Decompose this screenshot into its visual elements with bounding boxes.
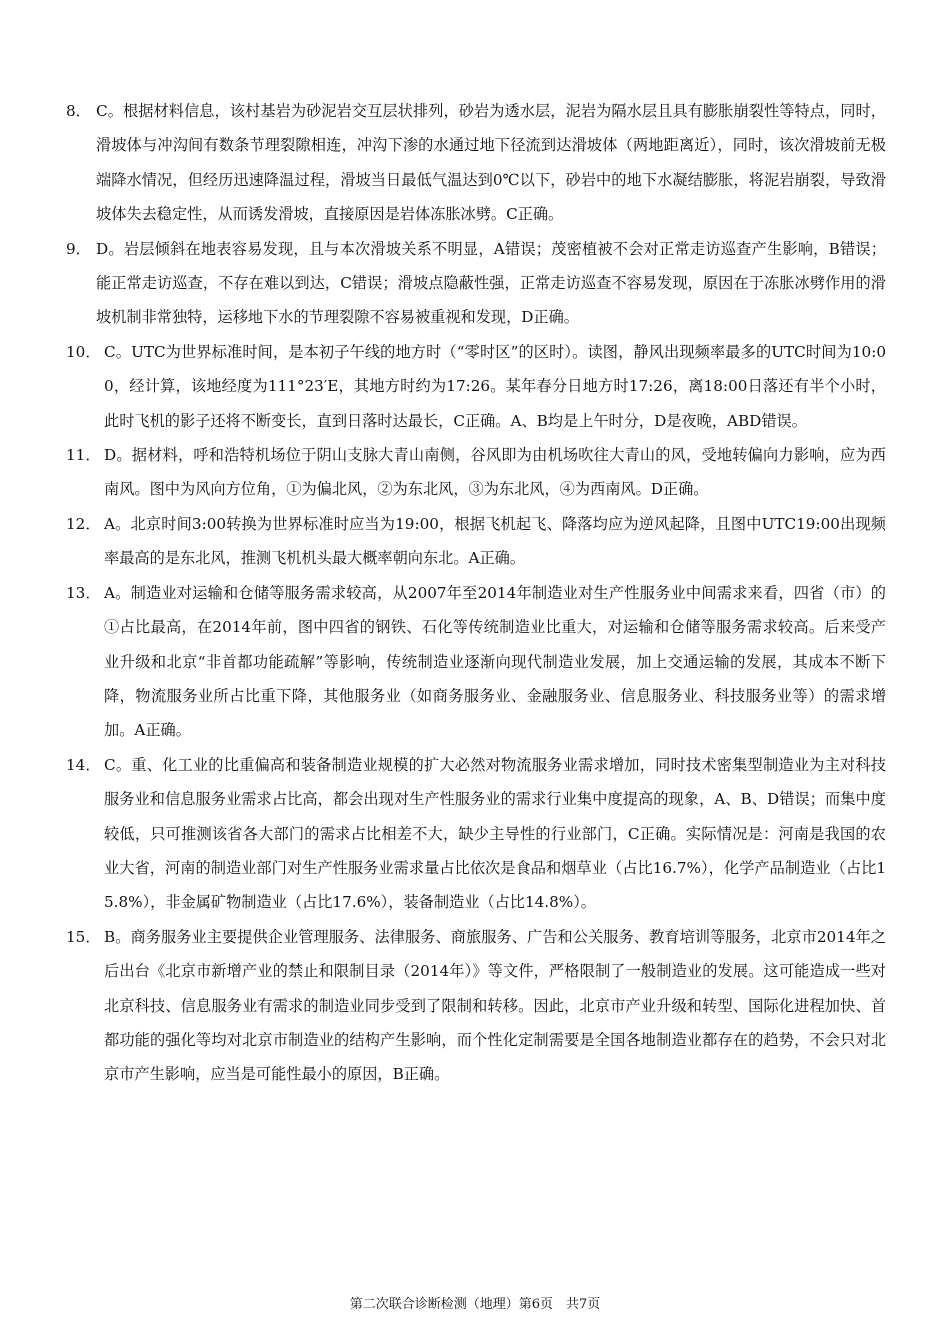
answer-item-12 xyxy=(66,507,886,576)
question-number: 8． xyxy=(66,102,91,120)
answer-item-15 xyxy=(66,920,886,1092)
question-number: 11． xyxy=(66,446,101,465)
answer-explanation: C。根据材料信息，该村基岩为砂泥岩交互层状排列，砂岩为透水层，泥岩为隔水层且具有膨胀崩裂性等特点，同时，滑坡体与冲沟间有数条节理裂隙相连，冲沟下渗的水通过地下径流到达滑坡体（两地距离近），同时，该次滑坡前无极端降水情况，但经历迅速降温过程，滑坡当日最低气温达到0℃以下，砂岩中的地下水凝结膨胀，将泥岩崩裂，导致滑坡体失去稳定性，从而诱发滑坡，直接原因是岩体冻胀冰劈。C正确。 xyxy=(96,102,886,224)
answer-item-9 xyxy=(66,232,886,335)
answer-explanation: D。据材料，呼和浩特机场位于阴山支脉大青山南侧，谷风即为由机场吹往大青山的风，受地转偏向力影响，应为西南风。图中为风向方位角，①为偏北风，②为东北风，③为东北风，④为西南风。D正确。 xyxy=(104,446,886,499)
answer-explanation: A。北京时间3:00转换为世界标准时应当为19:00，根据飞机起飞、降落均应为逆风起降，且图中UTC19:00出现频率最高的是东北风，推测飞机机头最大概率朝向东北。A正确。 xyxy=(104,514,886,568)
question-number: 12． xyxy=(66,514,101,533)
page-footer: 第二次联合诊断检测（地理）第6页 共7页 xyxy=(349,1297,601,1312)
question-number: 14． xyxy=(66,755,101,774)
answer-explanation: C。UTC为世界标准时间，是本初子午线的地方时（“零时区”的区时）。读图，静风出现频率最多的UTC时间为10:00，经计算，该地经度为111°23′E，其地方时约为17:26。某年春分日地方时17:26，离18:00日落还有半个小时，此时飞机的影子还将不断变长，直到日落时达最长，C正确。A、B均是上午时分，D是夜晚，ABD错误。 xyxy=(104,342,886,430)
question-number: 9． xyxy=(66,239,91,258)
answer-item-14 xyxy=(66,748,886,920)
answer-explanation: B。商务服务业主要提供企业管理服务、法律服务、商旅服务、广告和公关服务、教育培训等服务，北京市2014年之后出台《北京市新增产业的禁止和限制目录（2014年）》等文件，严格限制了一般制造业的发展。这可能造成一些对北京科技、信息服务业有需求的制造业同步受到了限制和转移。因此，北京市产业升级和转型、国际化进程加快、首都功能的强化等均对北京市制造业的结构产生影响，而个性化定制需要是全国各地制造业都存在的趋势，不会只对北京市产生影响，应当是可能性最小的原因，B正确。 xyxy=(104,927,886,1084)
question-number: 10． xyxy=(66,342,101,361)
answer-explanation: A。制造业对运输和仓储等服务需求较高，从2007年至2014年制造业对生产性服务业中间需求来看，四省（市）的①占比最高，在2014年前，图中四省的钢铁、石化等传统制造业比重大，对运输和仓储等服务需求较高。后来受产业升级和北京“非首都功能疏解”等影响，传统制造业逐渐向现代制造业发展，加上交通运输的发展，其成本不断下降，物流服务业所占比重下降，其他服务业（如商务服务业、金融服务业、信息服务业、科技服务业等）的需求增加。A正确。 xyxy=(104,583,886,740)
answer-item-10 xyxy=(66,335,886,438)
answer-list xyxy=(66,94,886,1092)
question-number: 13． xyxy=(66,583,101,602)
answer-item-13 xyxy=(66,576,886,748)
answer-explanation: D。岩层倾斜在地表容易发现，且与本次滑坡关系不明显，A错误；茂密植被不会对正常走访巡查产生影响，B错误；能正常走访巡查，不存在难以到达，C错误；滑坡点隐蔽性强，正常走访巡查不容易发现，原因在于冻胀冰劈作用的滑坡机制非常独特，运移地下水的节理裂隙不容易被重视和发现，D正确。 xyxy=(96,239,886,327)
answer-explanation: C。重、化工业的比重偏高和装备制造业规模的扩大必然对物流服务业需求增加，同时技术密集型制造业为主对科技服务业和信息服务业需求占比高，都会出现对生产性服务业的需求行业集中度提高的现象，A、B、D错误；而集中度较低，只可推测该省各大部门的需求占比相差不大，缺少主导性的行业部门，C正确。实际情况是：河南是我国的农业大省，河南的制造业部门对生产性服务业需求量占比依次是食品和烟草业（占比16.7%），化学产品制造业（占比15.8%），非金属矿物制造业（占比17.6%），装备制造业（占比14.8%）。 xyxy=(104,755,886,912)
question-number: 15． xyxy=(66,927,101,946)
answer-item-11 xyxy=(66,438,886,507)
answer-item-8 xyxy=(66,94,886,232)
